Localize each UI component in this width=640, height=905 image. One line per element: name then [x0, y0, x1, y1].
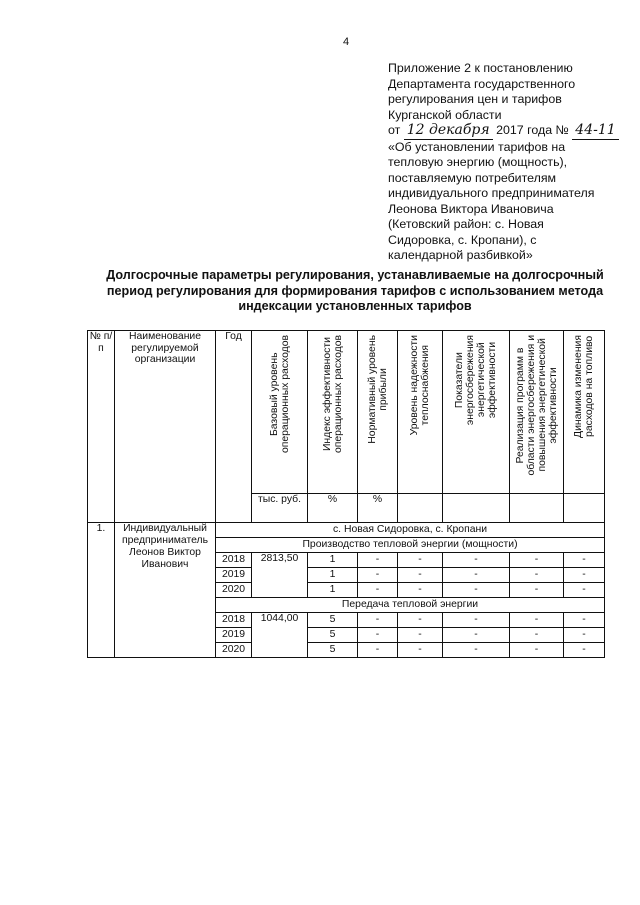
unit-empty: [398, 494, 443, 523]
appendix-line: регулирования цен и тарифов: [388, 92, 562, 106]
efficiency-cell: 5: [308, 613, 358, 628]
reliability-cell: -: [398, 643, 443, 658]
appendix-subject-line: календарной разбивкой»: [388, 248, 533, 262]
energy-cell: -: [443, 553, 510, 568]
appendix-subject-line: Сидоровка, с. Кропани), с: [388, 232, 537, 247]
handwritten-number: 44-11: [572, 123, 618, 140]
unit-base: тыс. руб.: [252, 494, 308, 523]
appendix-line: Департамента государственного: [388, 76, 576, 91]
header-reliability: Уровень надежности теплоснабжения: [398, 331, 443, 494]
energy-cell: -: [443, 643, 510, 658]
base-value-cell: 1044,00: [252, 613, 308, 658]
fuel-cell: -: [564, 583, 605, 598]
parameters-table: [87, 330, 605, 658]
year-cell: 2020: [216, 583, 252, 598]
unit-empty: [510, 494, 564, 523]
header-base-level: Базовый уровень операционных расходов: [252, 331, 308, 494]
fuel-cell: -: [564, 613, 605, 628]
header-programs: Реализация программ в области энергосбережения и повышения энергетической эффективности: [510, 331, 564, 494]
appendix-line: Приложение 2 к постановлению: [388, 61, 573, 75]
profit-cell: -: [358, 553, 398, 568]
energy-cell: -: [443, 628, 510, 643]
energy-cell: -: [443, 568, 510, 583]
fuel-cell: -: [564, 643, 605, 658]
location-row: с. Новая Сидоровка, с. Кропани: [216, 523, 605, 538]
program-cell: -: [510, 628, 564, 643]
section-transmission: Передача тепловой энергии: [216, 598, 605, 613]
appendix-subject-line: (Кетовский район: с. Новая: [388, 217, 544, 231]
organization-name: Индивидуальный предприниматель Леонов Виктор Иванович: [115, 523, 216, 658]
efficiency-cell: 1: [308, 553, 358, 568]
reliability-cell: -: [398, 613, 443, 628]
year-cell: 2020: [216, 643, 252, 658]
header-year: Год: [216, 331, 252, 523]
program-cell: -: [510, 643, 564, 658]
reliability-cell: -: [398, 628, 443, 643]
profit-cell: -: [358, 628, 398, 643]
title-line: период регулирования для формирования тарифов с использованием метода: [106, 283, 604, 298]
program-cell: -: [510, 553, 564, 568]
appendix-subject-line: поставляемую потребителям: [388, 170, 557, 185]
year-cell: 2018: [216, 553, 252, 568]
efficiency-cell: 5: [308, 628, 358, 643]
page-number: 4: [342, 36, 350, 48]
appendix-header: [388, 61, 638, 264]
program-cell: -: [510, 613, 564, 628]
reliability-cell: -: [398, 553, 443, 568]
date-year: 2017 года №: [496, 123, 569, 137]
energy-cell: -: [443, 583, 510, 598]
date-prefix: от: [388, 123, 401, 137]
year-cell: 2019: [216, 628, 252, 643]
profit-cell: -: [358, 613, 398, 628]
unit-profit: %: [358, 494, 398, 523]
header-efficiency-index: Индекс эффективности операционных расходов: [308, 331, 358, 494]
appendix-line: Курганской области: [388, 107, 502, 122]
header-profit-level: Нормативный уровень прибыли: [358, 331, 398, 494]
section-production: Производство тепловой энергии (мощности): [216, 538, 605, 553]
appendix-date-line: [388, 123, 638, 140]
year-cell: 2018: [216, 613, 252, 628]
base-value-cell: 2813,50: [252, 553, 308, 598]
header-energy-indicators: Показатели энергосбережения энергетической эффективности: [443, 331, 510, 494]
energy-cell: -: [443, 613, 510, 628]
appendix-subject-line: тепловую энергию (мощность),: [388, 155, 568, 169]
profit-cell: -: [358, 643, 398, 658]
efficiency-cell: 1: [308, 568, 358, 583]
program-cell: -: [510, 583, 564, 598]
row-number: 1.: [88, 523, 115, 658]
header-fuel-dynamics: Динамика изменения расходов на топливо: [564, 331, 605, 494]
appendix-subject-line: индивидуального предпринимателя: [388, 186, 595, 200]
profit-cell: -: [358, 583, 398, 598]
title-line: индексации установленных тарифов: [238, 299, 472, 313]
appendix-subject-line: «Об установлении тарифов на: [388, 139, 566, 154]
header-organization: Наименование регулируемой организации: [115, 331, 216, 523]
fuel-cell: -: [564, 568, 605, 583]
profit-cell: -: [358, 568, 398, 583]
handwritten-date: 12 декабря: [404, 123, 493, 140]
year-cell: 2019: [216, 568, 252, 583]
header-num: № п/п: [88, 331, 115, 523]
fuel-cell: -: [564, 628, 605, 643]
fuel-cell: -: [564, 553, 605, 568]
unit-empty: [564, 494, 605, 523]
efficiency-cell: 1: [308, 583, 358, 598]
reliability-cell: -: [398, 568, 443, 583]
efficiency-cell: 5: [308, 643, 358, 658]
reliability-cell: -: [398, 583, 443, 598]
unit-empty: [443, 494, 510, 523]
document-title: [60, 268, 640, 315]
appendix-subject-line: Леонова Виктора Ивановича: [388, 201, 554, 216]
program-cell: -: [510, 568, 564, 583]
title-line: Долгосрочные параметры регулирования, устанавливаемые на долгосрочный: [106, 268, 604, 282]
unit-efficiency: %: [308, 494, 358, 523]
